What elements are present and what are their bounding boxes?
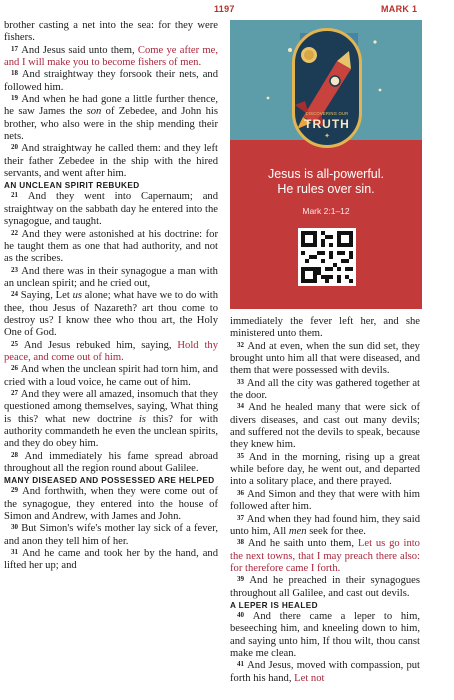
badge-star-icon: ✦ [324,132,330,140]
words-of-christ: Hold thy peace, and come out of him. [4,339,219,363]
qr-code[interactable] [298,228,356,286]
section-heading: A LEPER IS HEALED [230,600,318,610]
verse-24: $^{24}$ Saying, Let us alone; what have we to do with thee, thou Jesus of Nazareth? art thou come to destroy us? I know thee who thou art, the Holy One of God. [4,290,219,339]
scripture-column-left [4,20,218,573]
verse-29: $^{29}$ And forthwith, when they were come out of the synagogue, they entered into the house of Simon and Andrew, with James and John. [4,486,218,523]
words-of-christ: Come ye after me, and I will make you to become fishers of men. [4,44,218,69]
verse-31-cont: immediately the fever left her, and she ministered unto them. [230,316,420,340]
verse-23: $^{23}$ And there was in their synagogue a man with an unclean spirit; and he cried out, [4,265,218,289]
section-heading: AN UNCLEAN SPIRIT REBUKED [4,181,140,191]
scripture-column-right [230,316,420,685]
star-icon [288,48,292,52]
card-message [230,167,422,197]
verse-35: $^{35}$ And in the morning, rising up a great while before day, he went out, and departed into a solitary place, and there prayed. [230,451,420,488]
star-icon [373,40,376,43]
verse-22: $^{22}$ And they were astonished at his doctrine: for he taught them as one that had authority, and not as the scribes. [4,228,218,265]
verse-36: $^{36}$ And Simon and they that were with him followed after him. [230,488,420,513]
verse-38: $^{38}$ And he saith unto them, Let us go into the next towns, that I may preach there also: for therefore came I forth. [230,538,420,574]
verse-37: $^{37}$ And when they had found him, they said unto him, All men seek for thee. [230,513,420,537]
badge-small-text: DISCOVERING OUR [305,111,349,116]
truth-badge [292,28,362,148]
card-message-line1: Jesus is all-powerful. [267,167,384,181]
devotional-card [230,20,422,309]
verse-34: $^{34}$ And he healed many that were sick of divers diseases, and cast out many devils; and suffered not the devils to speak, because they knew him. [230,402,420,451]
badge-word: TRUTH [304,117,350,131]
verse-16-cont: brother casting a net into the sea: for they were fishers. [4,20,218,44]
verse-31: $^{31}$ And he came and took her by the hand, and lifted her up; and [4,548,218,572]
verse-39: $^{39}$ And he preached in their synagogues throughout all Galilee, and cast out devils. [230,575,420,599]
verse-17: $^{17}$ And Jesus said unto them, Come ye after me, and I will make you to become fishers of men. [4,44,218,69]
verse-30: $^{30}$ But Simon's wife's mother lay sick of a fever, and anon they tell him of her. [4,523,218,547]
words-of-christ: Let us go into the next towns, that I may preach there also: for therefore came I forth. [230,538,420,574]
book-chapter: MARK 1 [381,4,418,14]
card-reference: Mark 2:1–12 [302,206,350,216]
verse-20: $^{20}$ And straightway he called them: and they left their father Zebedee in the ship with the hired servants, and went after him. [4,143,218,180]
card-message-line2: He rules over sin. [277,182,375,196]
verse-21: $^{21}$ And they went into Capernaum; and straightway on the sabbath day he entered into the synagogue, and taught. [4,191,218,228]
verse-18: $^{18}$ And straightway they forsook their nets, and followed him. [4,69,218,93]
words-of-christ: Let not [294,672,325,684]
verse-19: $^{19}$ And when he had gone a little further thence, he saw James the son of Zebedee, and John his brother, who also were in the ship mending their nets. [4,94,219,143]
verse-27: $^{27}$ And they were all amazed, insomuch that they questioned among themselves, saying, What thing is this? what new doctrine is this? for with authority commandeth he even the unclean spirits, and they do obey him. [4,388,219,450]
verse-26: $^{26}$ And when the unclean spirit had torn him, and cried with a loud voice, he came out of him. [4,364,218,388]
star-icon [379,89,382,92]
star-icon [267,97,270,100]
verse-28: $^{28}$ And immediately his fame spread abroad throughout all the region round about Galilee. [4,450,218,475]
section-heading: MANY DISEASED AND POSSESSED ARE HELPED [4,476,215,486]
verse-25: $^{25}$ And Jesus rebuked him, saying, Hold thy peace, and come out of him. [4,339,219,363]
verse-33: $^{33}$ And all the city was gathered together at the door. [230,377,421,402]
qr-code-icon [301,231,353,283]
verse-32: $^{32}$ And at even, when the sun did set, they brought unto him all that were diseased, and them that were possessed with devils. [230,340,420,377]
page-number: 1197 [214,4,235,14]
verse-41: $^{41}$ And Jesus, moved with compassion, put forth his hand, Let not [230,660,421,684]
verse-40: $^{40}$ And there came a leper to him, beseeching him, and kneeling down to him, and saying unto him, If thou wilt, thou canst make me clean. [230,610,420,659]
